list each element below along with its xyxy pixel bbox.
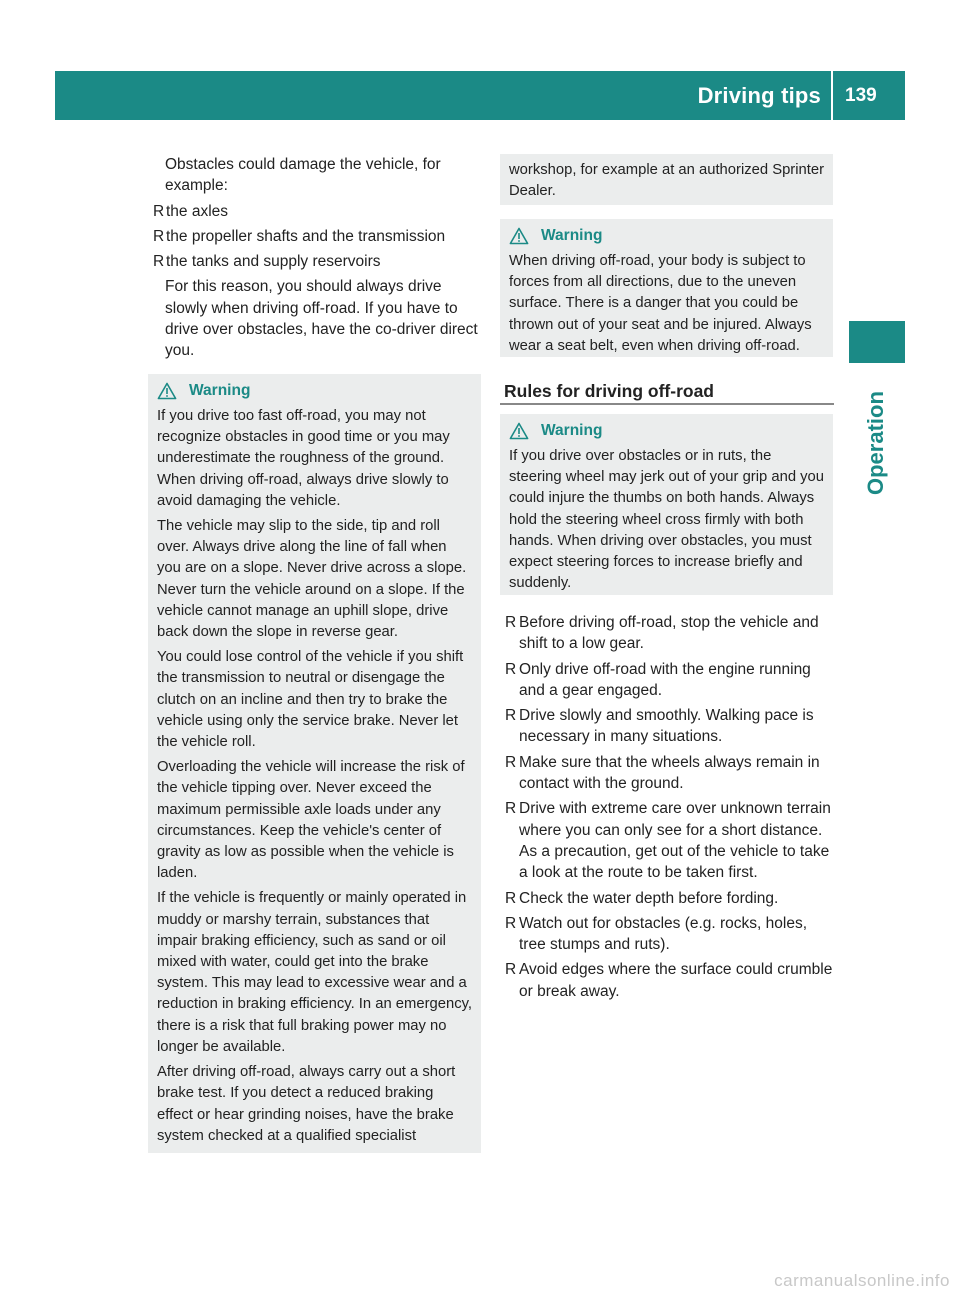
list-item-text: the tanks and supply reservoirs [166,253,381,271]
bullet-marker: R [505,707,517,725]
section-rule [500,403,834,405]
warning-paragraph: After driving off-road, always carry out a short brake test. If you detect a reduced braking effect or hear grinding noises, have the brake system checked at a qualified specialist [157,1064,456,1144]
warning-box-left [148,374,481,1153]
section-title: Rules for driving off-road [504,381,714,401]
list-item-text: the propeller shafts and the transmission [166,227,446,245]
bullet-marker: R [505,961,517,979]
warning-box-steering [500,414,833,595]
warning-paragraph: If you drive too fast off-road, you may not recognize obstacles in good time or you may underestimate the roughness of the ground. When driving off-road, always drive slowly to avoid damaging the vehicle. [157,408,450,509]
outro-text: For this reason, you should always drive slowly when driving off-road. If you have to drive over obstacles, have the co-driver direct you. [165,278,478,360]
warning-text: If you drive over obstacles or in ruts, the steering wheel may jerk out of your grip and you could injure the thumbs on both hands. Always hold the steering wheel cross firmly with both hands. When driving over obstacles, you must expect steering forces to increase briefly and suddenly. [509,448,825,592]
warning-title: Warning [541,227,603,245]
warning-heading [509,225,825,247]
side-tab-marker [849,321,905,363]
warning-box-seatbelt [500,219,833,357]
warning-title: Warning [541,422,603,440]
continued-text: workshop, for example at an authorized Sprinter Dealer. [509,162,825,200]
section-heading-wrap [500,381,834,402]
bullet-marker: R [505,914,517,932]
list-item [500,752,834,795]
bullet-marker: R [153,202,165,220]
list-item-text: Drive slowly and smoothly. Walking pace is necessary in many situations. [519,707,814,746]
warning-triangle-icon [509,227,529,245]
bullet-marker: R [505,753,517,771]
list-item [500,959,834,1002]
bullet-marker: R [153,253,165,271]
bullet-marker: R [505,800,517,818]
bullet-marker: R [153,227,165,245]
list-item [500,798,834,883]
list-item [148,251,482,272]
list-item-text: the axles [166,202,229,220]
warning-paragraph: You could lose control of the vehicle if you shift the transmission to neutral or disengage the clutch on an incline and then try to brake the vehicle using only the service brake. Never let the vehicle roll. [157,649,464,751]
continued-box [500,154,833,205]
list-item [500,659,834,702]
page-number: 139 [845,85,877,106]
watermark-text: carmanualsonline.info [774,1271,950,1290]
list-item [500,612,834,655]
warning-text: When driving off-road, your body is subject to forces from all directions, due to the uneven surface. There is a danger that you could be thrown out of your seat and be injured. Always wear a seat belt, even when driving off-road. [509,253,812,354]
warning-paragraph: The vehicle may slip to the side, tip and roll over. Always drive along the line of fall when you are on a slope. Never drive across a slope. Never turn the vehicle around on a slope. If the vehicle cannot manage an uphill slope, drive back down the slope in reverse gear. [157,518,467,641]
list-item [500,705,834,748]
bullet-marker: R [505,889,517,907]
warning-title: Warning [189,382,251,400]
bullet-marker: R [505,614,517,631]
warning-heading [509,420,825,442]
side-tab-label: Operation [863,391,888,495]
warning-heading [157,380,473,402]
left-column [148,154,482,362]
list-item-text: Drive with extreme care over unknown terrain where you can only see for a short distance. As a precaution, get out of the vehicle to take a look at the route to be taken first. [519,800,831,882]
warning-triangle-icon [509,422,529,440]
list-item [148,226,482,247]
warning-paragraph: Overloading the vehicle will increase the risk of the vehicle tipping over. Never exceed the maximum permissible axle loads under any circumstances. Keep the vehicle's center of gravity as low as possible when the vehicle is laden. [157,759,465,882]
bullet-marker: R [505,660,517,678]
list-item [500,888,834,909]
list-item-text: Check the water depth before fording. [519,889,779,907]
list-item-text: Only drive off-road with the engine running and a gear engaged. [519,660,811,699]
warning-triangle-icon [157,382,177,400]
list-item-text: Avoid edges where the surface could crumble or break away. [519,961,833,1000]
warning-paragraph: If the vehicle is frequently or mainly operated in muddy or marshy terrain, substances that impair braking efficiency, such as sand or oil mixed with water, could get into the brake system. This may lead to excessive wear and a reduction in braking efficiency. In an emergency, there is a risk that full braking power may no longer be available. [157,890,473,1055]
watermark [0,1271,960,1291]
list-item-text: Make sure that the wheels always remain in contact with the ground. [519,753,820,793]
page-title: Driving tips [697,83,821,108]
page-number-box [833,71,905,120]
list-item-text: Watch out for obstacles (e.g. rocks, holes, tree stumps and ruts). [519,914,808,954]
list-item [148,201,482,222]
intro-text: Obstacles could damage the vehicle, for example: [165,156,441,195]
list-item [500,913,834,956]
list-item-text: Before driving off-road, stop the vehicle and shift to a low gear. [519,614,819,653]
header-bar [55,71,831,120]
rules-list [500,612,834,1006]
